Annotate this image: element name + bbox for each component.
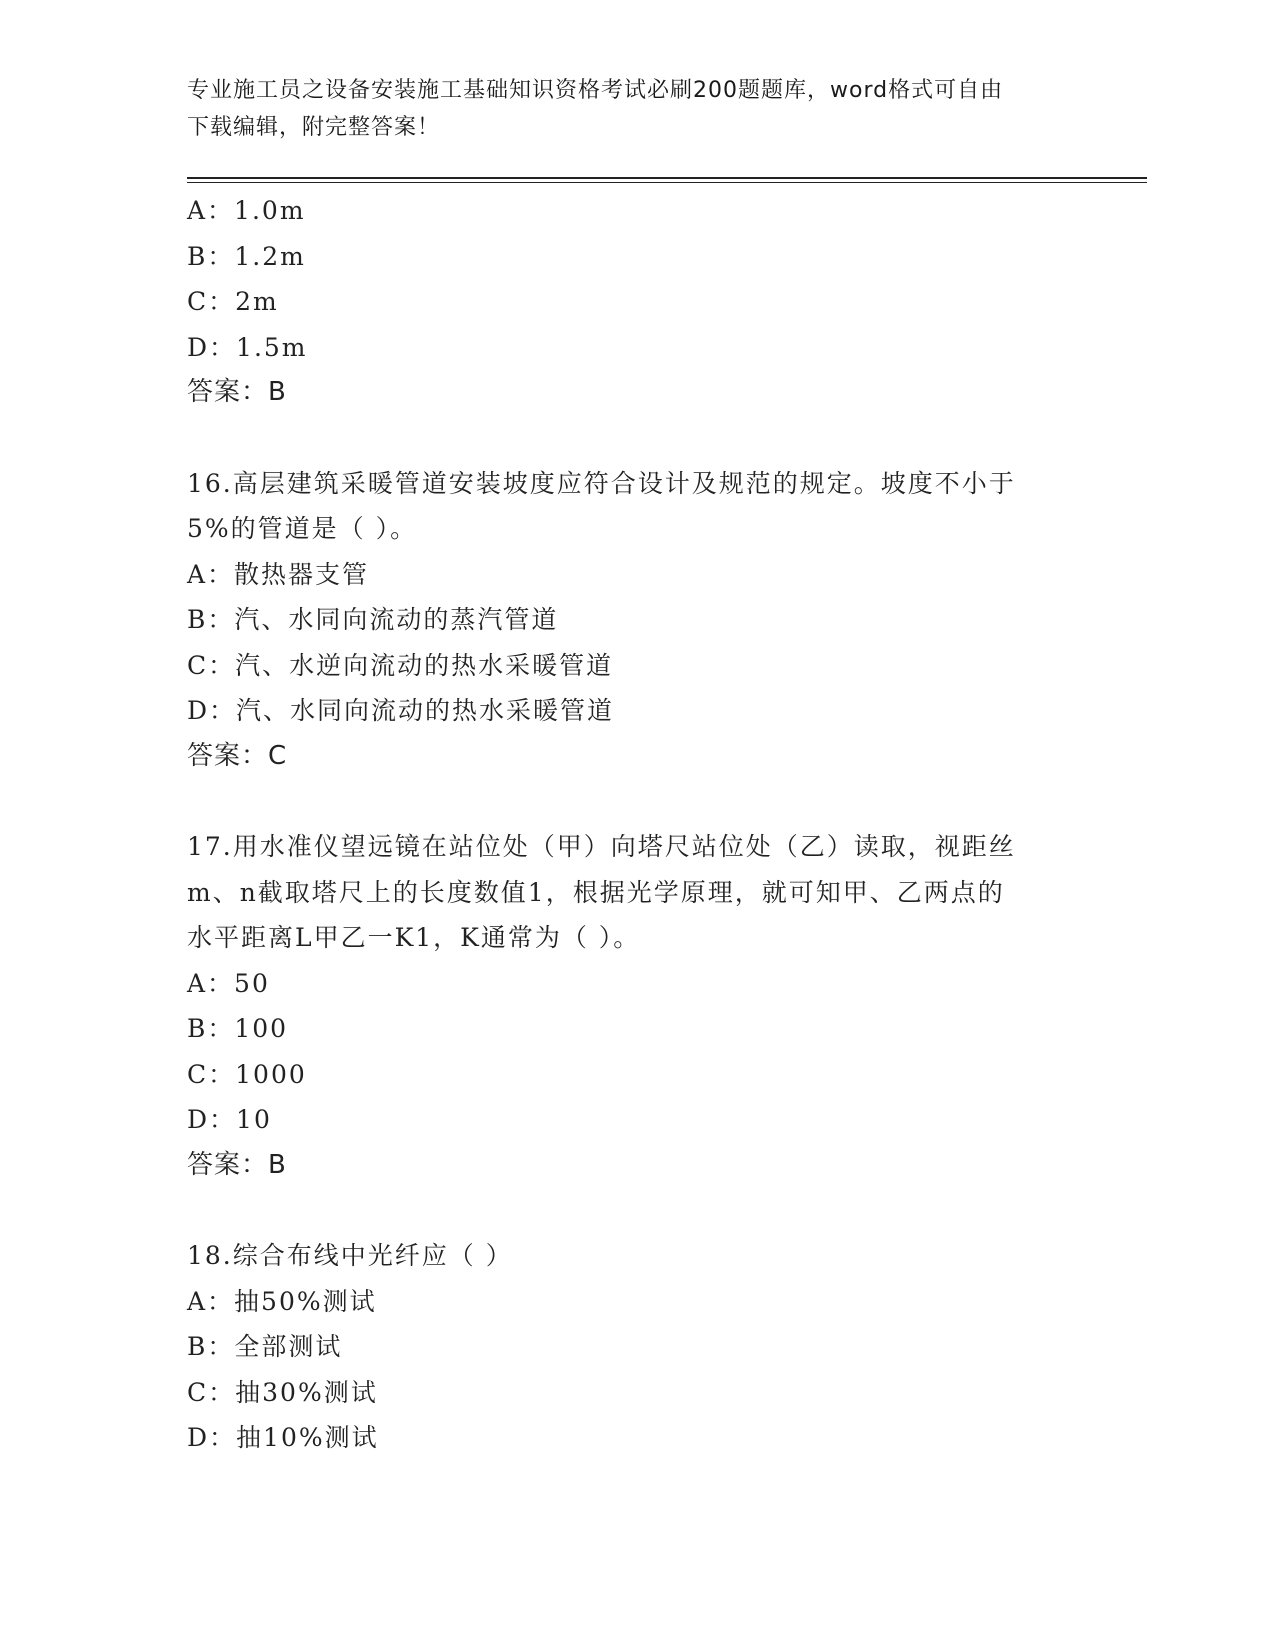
question-stem-line: m、n截取塔尺上的长度数值1，根据光学原理，就可知甲、乙两点的 xyxy=(187,877,1005,907)
spacer xyxy=(187,1188,1087,1233)
header-line-2: 下载编辑，附完整答案！ xyxy=(187,115,441,140)
header-rule-thick xyxy=(187,177,1147,179)
spacer xyxy=(187,416,1087,461)
option-c: C：1000 xyxy=(187,1059,307,1089)
option-d: D：汽、水同向流动的热水采暖管道 xyxy=(187,696,615,725)
header-rule-thin xyxy=(187,182,1147,183)
question-16 xyxy=(187,461,1087,780)
option-b: B：1.2m xyxy=(187,241,306,271)
question-stem-line: 17.用水准仪望远镜在站位处（甲）向塔尺站位处（乙）读取，视距丝 xyxy=(187,832,1016,861)
option-a: A：50 xyxy=(187,968,270,998)
header-line-1: 专业施工员之设备安装施工基础知识资格考试必刷200题题库，word格式可自由 xyxy=(187,78,1004,103)
answer-line: 答案：B xyxy=(187,1149,287,1180)
question-stem-line: 18.综合布线中光纤应（ ） xyxy=(187,1241,513,1270)
option-d: D：10 xyxy=(187,1105,272,1134)
option-a: A：1.0m xyxy=(187,196,306,225)
option-b: B：100 xyxy=(187,1014,289,1043)
option-d: D：1.5m xyxy=(187,332,308,362)
option-a: A：散热器支管 xyxy=(187,559,370,589)
option-c: C：汽、水逆向流动的热水采暖管道 xyxy=(187,650,614,680)
option-a: A：抽50%测试 xyxy=(187,1286,377,1316)
question-stem-line: 5%的管道是（ ）。 xyxy=(187,514,418,543)
option-b: B：全部测试 xyxy=(187,1332,343,1361)
option-b: B：汽、水同向流动的蒸汽管道 xyxy=(187,605,559,634)
option-d: D：抽10%测试 xyxy=(187,1423,379,1452)
option-c: C：抽30%测试 xyxy=(187,1377,378,1407)
question-18 xyxy=(187,1233,1087,1461)
document-header xyxy=(187,72,1067,146)
question-15 xyxy=(187,188,1087,416)
option-c: C：2m xyxy=(187,287,279,316)
question-17 xyxy=(187,824,1087,1188)
question-list xyxy=(187,188,1087,1461)
question-stem-line: 水平距离L甲乙一K1，K通常为（ ）。 xyxy=(187,923,641,952)
spacer xyxy=(187,779,1087,824)
answer-line: 答案：C xyxy=(187,740,288,771)
answer-line: 答案：B xyxy=(187,377,287,407)
question-stem-line: 16.高层建筑采暖管道安装坡度应符合设计及规范的规定。坡度不小于 xyxy=(187,468,1016,498)
